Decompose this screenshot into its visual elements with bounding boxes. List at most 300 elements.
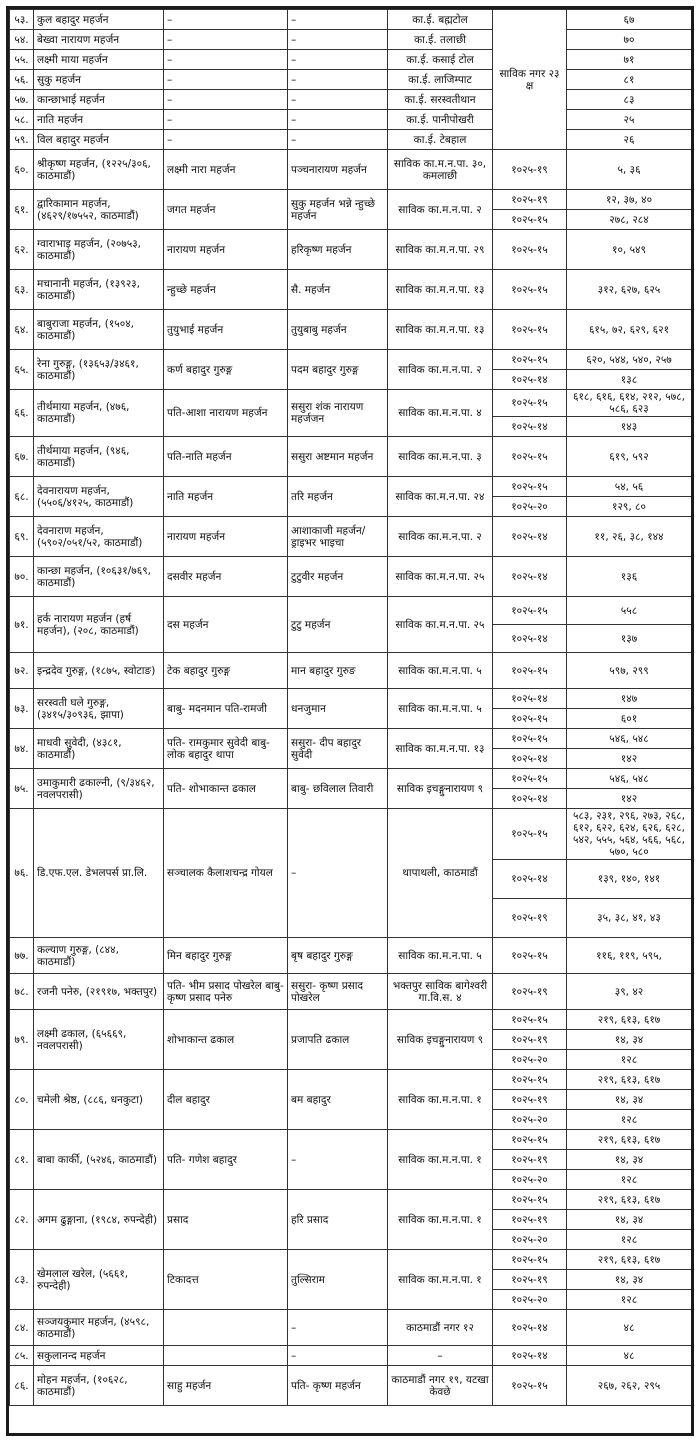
table-row [10, 517, 692, 557]
page-numbers-cell: ३९, ४२ [567, 974, 692, 1010]
serial-number-cell: ७८. [10, 974, 34, 1010]
year-cell: १०२५-१९ [493, 1030, 567, 1050]
year-cell: १०२५-१५ [493, 653, 567, 689]
relation1-cell: टिकादत्त [164, 1250, 288, 1310]
year-cell: १०२५-१९ [493, 899, 567, 938]
page-numbers-cell: १२८ [567, 1170, 692, 1190]
year-cell: १०२५-१५ [493, 437, 567, 477]
table-row [10, 1250, 692, 1270]
year-cell: १०२५-१९ [493, 150, 567, 190]
relation2-cell: पञ्चनारायण महर्जन [288, 150, 388, 190]
relation2-cell: तरि महर्जन [288, 477, 388, 517]
name-cell: सुकु महर्जन [34, 70, 164, 90]
location-cell: साविक का.म.न.पा. १३ [388, 270, 493, 310]
location-cell: भक्तपुर साविक बागेश्वरी गा.वि.स. ४ [388, 974, 493, 1010]
location-cell: साविक का.म.न.पा. ५ [388, 689, 493, 729]
name-cell: श्रीकृष्ण महर्जन, (१२२५/३०६, काठमाडौं) [34, 150, 164, 190]
year-cell: १०२५-२० [493, 1290, 567, 1310]
table-row [10, 1366, 692, 1406]
table-row [10, 150, 692, 190]
relation2-cell: – [288, 50, 388, 70]
page-numbers-cell: १४२ [567, 789, 692, 809]
page-numbers-cell: ७१ [567, 50, 692, 70]
year-cell: १०२५-१४ [493, 1346, 567, 1366]
relation2-cell: सुकु महर्जन भन्ने न्हुच्छे महर्जन [288, 190, 388, 230]
relation2-cell: प्रजापति ढकाल [288, 1010, 388, 1070]
location-cell: साविक का.म.न.पा. १ [388, 1130, 493, 1190]
table-row [10, 10, 692, 30]
table-row [10, 437, 692, 477]
relation1-cell: लक्ष्मी नारा महर्जन [164, 150, 288, 190]
table-row [10, 30, 692, 50]
page-numbers-cell: ७० [567, 30, 692, 50]
page-numbers-cell: १०, ५४९ [567, 230, 692, 270]
location-cell: का.ई. कसाई टोल [388, 50, 493, 70]
year-cell-group: साविक नगर २३ क्ष [493, 10, 567, 150]
location-cell: का.ई. लाजिम्पाट [388, 70, 493, 90]
records-table [9, 9, 692, 1406]
location-cell: साविक का.म.न.पा. ४ [388, 390, 493, 437]
page-numbers-cell: १४, ३४ [567, 1270, 692, 1290]
name-cell: सकुलानन्द महर्जन [34, 1346, 164, 1366]
page-numbers-cell: १४, ३४ [567, 1210, 692, 1230]
year-cell: १०२५-१५ [493, 477, 567, 497]
location-cell: साविक का.म.न.पा. २५ [388, 597, 493, 653]
serial-number-cell: ७९. [10, 1010, 34, 1070]
location-cell: का.ई. सरस्वतीथान [388, 90, 493, 110]
year-cell: १०२५-१५ [493, 709, 567, 729]
name-cell: मचानानी महर्जन, (१३९२३, काठमाडौं) [34, 270, 164, 310]
page-numbers-cell: ५९७, २९९ [567, 653, 692, 689]
serial-number-cell: ८४. [10, 1310, 34, 1346]
page-numbers-cell: ४८ [567, 1310, 692, 1346]
year-cell: १०२५-१९ [493, 974, 567, 1010]
name-cell: लक्ष्मी ढकाल, (६५६६९, नवलपरासी) [34, 1010, 164, 1070]
serial-number-cell: ६४. [10, 310, 34, 350]
name-cell: सरस्वती घले गुरुङ्ग, (३४१५/३०९३६, झापा) [34, 689, 164, 729]
location-cell: का.ई. पानीपोखरी [388, 110, 493, 130]
serial-number-cell: ७२. [10, 653, 34, 689]
relation2-cell: हरि प्रसाद [288, 1190, 388, 1250]
table-row [10, 1310, 692, 1346]
year-cell: १०२५-१४ [493, 517, 567, 557]
name-cell: लक्ष्मी माया महर्जन [34, 50, 164, 70]
year-cell: १०२५-१९ [493, 1090, 567, 1110]
page-numbers-cell: १३७ [567, 625, 692, 653]
relation2-cell: ससुरा अष्टमान महर्जन [288, 437, 388, 477]
relation1-cell: शोभाकान्त ढकाल [164, 1010, 288, 1070]
year-cell: १०२५-१५ [493, 270, 567, 310]
page-numbers-cell: १२, ३७, ४० [567, 190, 692, 210]
name-cell: कल्याण गुरुङ्ग, (८४४, काठमाडौं) [34, 938, 164, 974]
page-numbers-cell: ५४६, ५४८ [567, 769, 692, 789]
location-cell: थापाथली, काठमाडौं [388, 809, 493, 938]
name-cell: डि.एफ.एल. डेभलपर्स प्रा.लि. [34, 809, 164, 938]
page-numbers-cell: १२८ [567, 1230, 692, 1250]
serial-number-cell: ६६. [10, 390, 34, 437]
location-cell: का.ई. तलाछी [388, 30, 493, 50]
table-row [10, 190, 692, 210]
name-cell: बेख्वा नारायण महर्जन [34, 30, 164, 50]
serial-number-cell: ५३. [10, 10, 34, 30]
serial-number-cell: ५९. [10, 130, 34, 150]
serial-number-cell: ५७. [10, 90, 34, 110]
page-numbers-cell: १२८ [567, 1050, 692, 1070]
relation2-cell: – [288, 809, 388, 938]
relation1-cell: – [164, 50, 288, 70]
relation2-cell: पदम बहादुर गुरुङ्ग [288, 350, 388, 390]
page-numbers-cell: २७८, २८४ [567, 210, 692, 230]
page-numbers-cell: १२९, ८० [567, 497, 692, 517]
relation1-cell: – [164, 90, 288, 110]
page-numbers-cell: १३६ [567, 557, 692, 597]
year-cell: १०२५-१५ [493, 809, 567, 860]
page-numbers-cell: १४, ३४ [567, 1150, 692, 1170]
year-cell: १०२५-१५ [493, 938, 567, 974]
relation1-cell: साहु महर्जन [164, 1366, 288, 1406]
year-cell: १०२५-१४ [493, 749, 567, 769]
year-cell: १०२५-१५ [493, 1366, 567, 1406]
year-cell: १०२५-२० [493, 1110, 567, 1130]
year-cell: १०२५-१९ [493, 1210, 567, 1230]
relation2-cell: बम बहादुर [288, 1070, 388, 1130]
name-cell: रेना गुरुङ्ग, (१३६५३/३४६१, काठमाडौं) [34, 350, 164, 390]
location-cell: साविक इचङ्गुनारायण ९ [388, 769, 493, 809]
relation1-cell: नारायण महर्जन [164, 517, 288, 557]
name-cell: कान्छा महर्जन, (१०६३१/७६९, काठमाडौं) [34, 557, 164, 597]
relation1-cell: तुयुभाई महर्जन [164, 310, 288, 350]
location-cell: साविक का.म.न.पा. २ [388, 190, 493, 230]
table-row [10, 1346, 692, 1366]
name-cell: हर्क नारायण महर्जन (हर्ष महर्जन), (२०८, काठमाडौं) [34, 597, 164, 653]
year-cell: १०२५-१९ [493, 1150, 567, 1170]
location-cell: साविक का.म.न.पा. १ [388, 1190, 493, 1250]
table-row [10, 110, 692, 130]
page-numbers-cell: १३९, १४०, १४१ [567, 860, 692, 899]
table-row [10, 270, 692, 310]
page-numbers-cell: ३१२, ६२७, ६२५ [567, 270, 692, 310]
name-cell: तीर्थमाया महर्जन, (४७६, काठमाडौं) [34, 390, 164, 437]
page-numbers-cell: ८१ [567, 70, 692, 90]
page-numbers-cell: ११, २६, ३८, १४४ [567, 517, 692, 557]
name-cell: चमेली श्रेष्ठ, (८८६, धनकुटा) [34, 1070, 164, 1130]
relation1-cell: बाबु- मदनमान पति-रामजी [164, 689, 288, 729]
serial-number-cell: ६९. [10, 517, 34, 557]
location-cell: साविक का.म.न.पा. १३ [388, 310, 493, 350]
serial-number-cell: ७७. [10, 938, 34, 974]
year-cell: १०२५-१५ [493, 230, 567, 270]
page-numbers-cell: ५५८ [567, 597, 692, 625]
relation1-cell: पति-आशा नारायण महर्जन [164, 390, 288, 437]
table-row [10, 769, 692, 789]
year-cell: १०२५-१९ [493, 1270, 567, 1290]
serial-number-cell: ७०. [10, 557, 34, 597]
table-row [10, 1010, 692, 1030]
page-numbers-cell: ५८३, २३१, २९६, २७३, २६८, ६१२, ६२२, ६२४, ६२६, ६२८, ५४२, ५५५, ५६४, ५६६, ५६८, ५७०, ५८० [567, 809, 692, 860]
records-body [10, 10, 692, 1406]
table-row [10, 90, 692, 110]
table-row [10, 1130, 692, 1150]
year-cell: १०२५-२० [493, 1050, 567, 1070]
name-cell: मोहन महर्जन, (१०६२८, काठमाडौं) [34, 1366, 164, 1406]
table-row [10, 50, 692, 70]
name-cell: खेमलाल खरेल, (५६६१, रुपन्देही) [34, 1250, 164, 1310]
name-cell: इन्द्रदेव गुरुङ्ग, (१८७५, स्वोटाङ) [34, 653, 164, 689]
table-row [10, 653, 692, 689]
serial-number-cell: ५६. [10, 70, 34, 90]
relation1-cell: – [164, 70, 288, 90]
page-numbers-cell: १४३ [567, 417, 692, 437]
year-cell: १०२५-१४ [493, 557, 567, 597]
location-cell: साविक का.म.न.पा. ५ [388, 653, 493, 689]
serial-number-cell: ८२. [10, 1190, 34, 1250]
serial-number-cell: ७३. [10, 689, 34, 729]
year-cell: १०२५-२० [493, 1170, 567, 1190]
relation1-cell: नाति महर्जन [164, 477, 288, 517]
page-numbers-cell: ६१८, ६१६, ६१४, २१२, ५७८, ५८६, ६२३ [567, 390, 692, 417]
year-cell: १०२५-२० [493, 1230, 567, 1250]
location-cell: साविक का.म.न.पा. ३०, कमलाछी [388, 150, 493, 190]
location-cell: का.ई. टेबहाल [388, 130, 493, 150]
relation2-cell: – [288, 30, 388, 50]
year-cell: १०२५-१५ [493, 310, 567, 350]
relation1-cell: जगत महर्जन [164, 190, 288, 230]
table-row [10, 974, 692, 1010]
serial-number-cell: ६१. [10, 190, 34, 230]
relation2-cell: बाबु- छविलाल तिवारी [288, 769, 388, 809]
year-cell: १०२५-१४ [493, 370, 567, 390]
table-row [10, 70, 692, 90]
page-numbers-cell: १४२ [567, 749, 692, 769]
relation1-cell: – [164, 130, 288, 150]
table-row [10, 689, 692, 709]
relation1-cell: नारायण महर्जन [164, 230, 288, 270]
table-row [10, 938, 692, 974]
relation2-cell: – [288, 1310, 388, 1346]
relation2-cell: – [288, 90, 388, 110]
relation2-cell: – [288, 130, 388, 150]
year-cell: १०२५-१४ [493, 860, 567, 899]
relation1-cell: पति- गणेश बहादुर [164, 1130, 288, 1190]
relation2-cell: बृष बहादुर गुरुङ्ग [288, 938, 388, 974]
relation1-cell: दील बहादुर [164, 1070, 288, 1130]
page-numbers-cell: ८३ [567, 90, 692, 110]
name-cell: सञ्जयकुमार महर्जन, (४५९८, काठमाडौं) [34, 1310, 164, 1346]
relation1-cell: – [164, 110, 288, 130]
page-numbers-cell: २१९, ६१३, ६१७ [567, 1250, 692, 1270]
name-cell: नाति महर्जन [34, 110, 164, 130]
page-numbers-cell: ६१९, ५९२ [567, 437, 692, 477]
year-cell: १०२५-१५ [493, 597, 567, 625]
page-numbers-cell: २६७, २६२, २९५ [567, 1366, 692, 1406]
location-cell: साविक का.म.न.पा. १ [388, 1070, 493, 1130]
relation1-cell: दस महर्जन [164, 597, 288, 653]
year-cell: १०२५-१४ [493, 1310, 567, 1346]
page-numbers-cell: ६२०, ५४४, ५४०, २५७ [567, 350, 692, 370]
serial-number-cell: ७५. [10, 769, 34, 809]
year-cell: १०२५-१५ [493, 1070, 567, 1090]
relation2-cell: आशाकाजी महर्जन/ड्राइभर भाइचा [288, 517, 388, 557]
year-cell: १०२५-१५ [493, 210, 567, 230]
serial-number-cell: ६३. [10, 270, 34, 310]
page-numbers-cell: १२८ [567, 1290, 692, 1310]
year-cell: १०२५-१४ [493, 417, 567, 437]
relation2-cell: ससुरा शंक नारायण महर्जजन [288, 390, 388, 437]
year-cell: १०२५-२० [493, 497, 567, 517]
name-cell: बाबा कार्की, (५२४६, काठमाडौं) [34, 1130, 164, 1190]
table-row [10, 809, 692, 860]
relation2-cell: टुटु महर्जन [288, 597, 388, 653]
location-cell: साविक का.म.न.पा. २ [388, 350, 493, 390]
page-numbers-cell: २१९, ६१३, ६१७ [567, 1070, 692, 1090]
name-cell: बाबुराजा महर्जन, (१५०४, काठमाडौं) [34, 310, 164, 350]
page-numbers-cell: १३८ [567, 370, 692, 390]
location-cell: साविक का.म.न.पा. २९ [388, 230, 493, 270]
table-row [10, 130, 692, 150]
relation1-cell: पति- भीम प्रसाद पोखरेल बाबु- कृष्ण प्रसाद पनेरु [164, 974, 288, 1010]
page-numbers-cell: ६७ [567, 10, 692, 30]
serial-number-cell: ६८. [10, 477, 34, 517]
relation2-cell: धनजुमान [288, 689, 388, 729]
name-cell: देवनाराण महर्जन, (५९०२/०५१/५२, काठमाडौं) [34, 517, 164, 557]
year-cell: १०२५-१५ [493, 1190, 567, 1210]
relation1-cell [164, 1310, 288, 1346]
name-cell: कान्छाभाई महर्जन [34, 90, 164, 110]
year-cell: १०२५-१५ [493, 390, 567, 417]
table-row [10, 230, 692, 270]
table-row [10, 597, 692, 625]
relation2-cell: – [288, 1346, 388, 1366]
serial-number-cell: ७६. [10, 809, 34, 938]
serial-number-cell: ८५. [10, 1346, 34, 1366]
page-numbers-cell: ११६, ११९, ५९५, [567, 938, 692, 974]
name-cell: द्वारिकामान महर्जन, (४६२९/१७५५२, काठमाडौं) [34, 190, 164, 230]
page-numbers-cell: १४, ३४ [567, 1030, 692, 1050]
year-cell: १०२५-१४ [493, 625, 567, 653]
relation2-cell: – [288, 10, 388, 30]
relation2-cell: पति- कृष्ण महर्जन [288, 1366, 388, 1406]
page-numbers-cell: १४७ [567, 689, 692, 709]
relation2-cell: हरिकृष्ण महर्जन [288, 230, 388, 270]
relation2-cell: तुयुबाबु महर्जन [288, 310, 388, 350]
page-numbers-cell: १२८ [567, 1110, 692, 1130]
table-row [10, 1070, 692, 1090]
name-cell: रजनी पनेरु, (२१९१७, भक्तपुर) [34, 974, 164, 1010]
table-row [10, 1190, 692, 1210]
table-row [10, 350, 692, 370]
table-row [10, 310, 692, 350]
location-cell: का.ई. बह्मटोल [388, 10, 493, 30]
relation1-cell: मिन बहादुर गुरुङ्ग [164, 938, 288, 974]
name-cell: ग्वाराभाइ महर्जन, (२०७५३, काठमाडौं) [34, 230, 164, 270]
location-cell: काठमाडौं नगर १९, यटखा केवछे [388, 1366, 493, 1406]
location-cell: साविक का.म.न.पा. १ [388, 1250, 493, 1310]
serial-number-cell: ५८. [10, 110, 34, 130]
year-cell: १०२५-१५ [493, 769, 567, 789]
serial-number-cell: ६७. [10, 437, 34, 477]
table-row [10, 477, 692, 497]
relation1-cell: – [164, 30, 288, 50]
page-numbers-cell: २६ [567, 130, 692, 150]
relation1-cell: टेक बहादुर गुरुङ्ग [164, 653, 288, 689]
name-cell: माधवी सुवेदी, (४३८१, काठमाडौं) [34, 729, 164, 769]
name-cell: विल बहादुर महर्जन [34, 130, 164, 150]
location-cell: साविक का.म.न.पा. ३ [388, 437, 493, 477]
serial-number-cell: ७१. [10, 597, 34, 653]
serial-number-cell: ६२. [10, 230, 34, 270]
serial-number-cell: ८६. [10, 1366, 34, 1406]
location-cell: साविक का.म.न.पा. १३ [388, 729, 493, 769]
relation2-cell: तुल्सिराम [288, 1250, 388, 1310]
relation2-cell: – [288, 1130, 388, 1190]
location-cell: काठमाडौं नगर १२ [388, 1310, 493, 1346]
relation1-cell: पति- शोभाकान्त ढकाल [164, 769, 288, 809]
location-cell: साविक का.म.न.पा. ५ [388, 938, 493, 974]
serial-number-cell: ५४. [10, 30, 34, 50]
relation2-cell: टुटुवीर महर्जन [288, 557, 388, 597]
page-numbers-cell: ५४, ५६ [567, 477, 692, 497]
serial-number-cell: ८१. [10, 1130, 34, 1190]
table-row [10, 557, 692, 597]
page-numbers-cell: ६१५, ७२, ६२९, ६२१ [567, 310, 692, 350]
location-cell: साविक का.म.न.पा. २ [388, 517, 493, 557]
serial-number-cell: ६५. [10, 350, 34, 390]
year-cell: १०२५-१५ [493, 1010, 567, 1030]
year-cell: १०२५-१५ [493, 729, 567, 749]
location-cell: – [388, 1346, 493, 1366]
name-cell: अगम ढुङ्गाना, (१९८४, रुपन्देही) [34, 1190, 164, 1250]
location-cell: साविक का.म.न.पा. २५ [388, 557, 493, 597]
relation1-cell: पति-नाति महर्जन [164, 437, 288, 477]
page-numbers-cell: २५ [567, 110, 692, 130]
page-numbers-cell: ४८ [567, 1346, 692, 1366]
serial-number-cell: ५५. [10, 50, 34, 70]
relation2-cell: सै. महर्जन [288, 270, 388, 310]
relation1-cell: दसवीर महर्जन [164, 557, 288, 597]
relation1-cell: प्रसाद [164, 1190, 288, 1250]
relation1-cell: – [164, 10, 288, 30]
relation2-cell: – [288, 70, 388, 90]
relation1-cell: न्हुच्छे महर्जन [164, 270, 288, 310]
year-cell: १०२५-१५ [493, 1130, 567, 1150]
page-numbers-cell: ३५, ३८, ४१, ४३ [567, 899, 692, 938]
location-cell: साविक का.म.न.पा. २४ [388, 477, 493, 517]
year-cell: १०२५-१४ [493, 689, 567, 709]
table-row [10, 390, 692, 417]
name-cell: देवनारायण महर्जन, (५५०६/४१२५, काठमाडौं) [34, 477, 164, 517]
page-numbers-cell: ५४६, ५४८ [567, 729, 692, 749]
serial-number-cell: ७४. [10, 729, 34, 769]
page-numbers-cell: ५, ३६ [567, 150, 692, 190]
name-cell: तीर्थमाया महर्जन, (९४६, काठमाडौं) [34, 437, 164, 477]
serial-number-cell: ६०. [10, 150, 34, 190]
page-numbers-cell: ६०१ [567, 709, 692, 729]
relation1-cell: कर्ण बहादुर गुरुङ्ग [164, 350, 288, 390]
relation2-cell: ससुरा- कृष्ण प्रसाद पोखरेल [288, 974, 388, 1010]
relation1-cell: पति- रामकुमार सुवेदी बाबु- लोक बहादुर थापा [164, 729, 288, 769]
location-cell: साविक इचङ्गुनारायण ९ [388, 1010, 493, 1070]
year-cell: १०२५-१९ [493, 190, 567, 210]
table-row [10, 729, 692, 749]
page-frame [6, 6, 694, 1436]
year-cell: १०२५-१५ [493, 350, 567, 370]
year-cell: १०२५-१४ [493, 789, 567, 809]
page-numbers-cell: २१९, ६१३, ६१७ [567, 1190, 692, 1210]
serial-number-cell: ८३. [10, 1250, 34, 1310]
page-numbers-cell: २१९, ६१३, ६१७ [567, 1130, 692, 1150]
page-numbers-cell: १४, ३४ [567, 1090, 692, 1110]
relation2-cell: ससुरा- दीप बहादुर सुवेदी [288, 729, 388, 769]
